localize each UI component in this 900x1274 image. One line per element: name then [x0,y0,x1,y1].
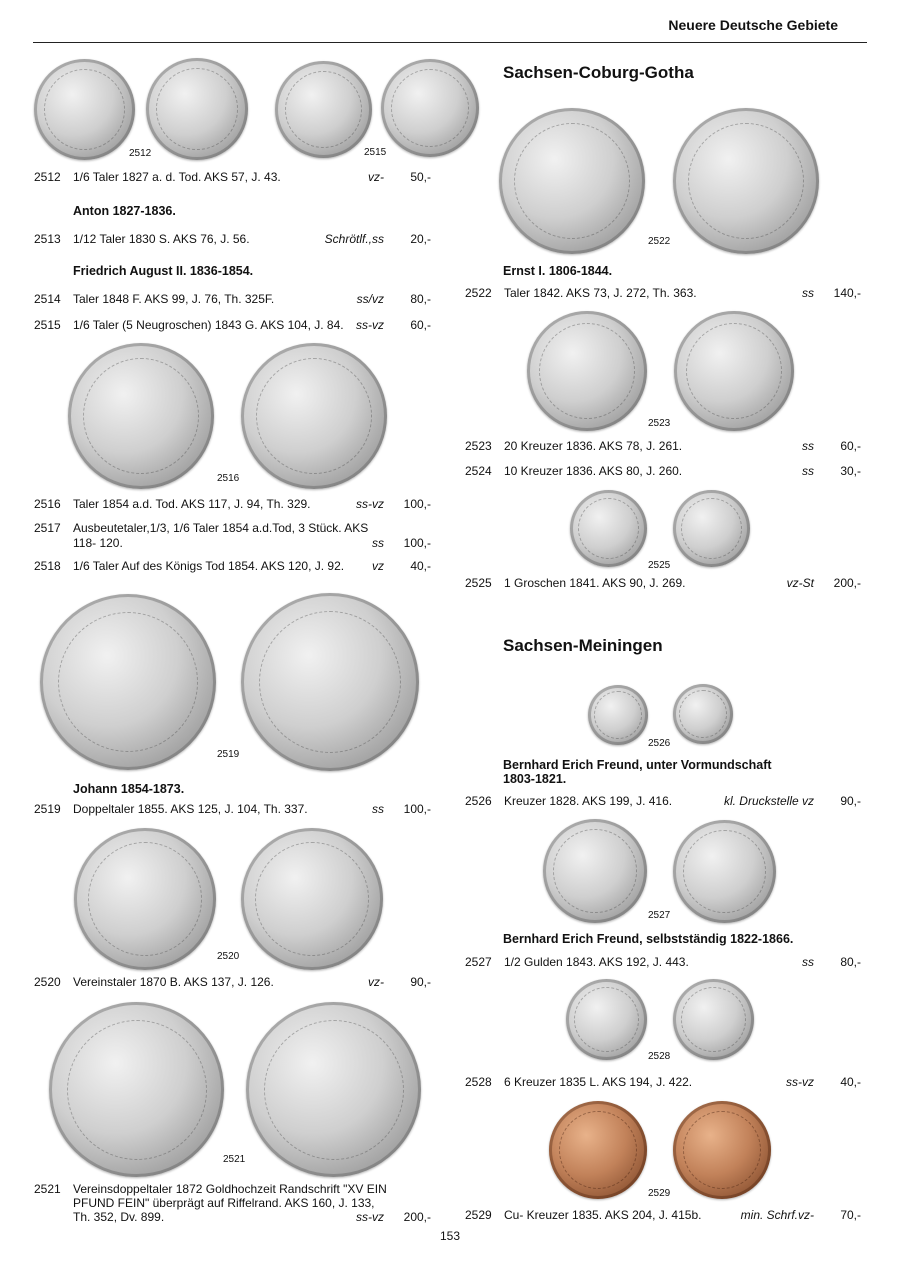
lot-grade: ss-vz [356,318,384,332]
coin-2521-obverse [49,1002,224,1177]
lot-description: 1/12 Taler 1830 S. AKS 76, J. 56. [73,232,250,246]
lot-grade: ss/vz [356,292,384,306]
lot-description: Ausbeutetaler,1/3, 1/6 Taler 1854 a.d.Tod, 3 Stück. AKS [73,521,369,535]
image-number: 2512 [129,148,152,159]
lot-description: 1/6 Taler (5 Neugroschen) 1843 G. AKS 104, J. 84. [73,318,344,332]
coin-2522-reverse [673,108,819,254]
coin-2516-obverse [68,343,214,489]
coin-2527-obverse [543,819,647,923]
lot-price: 40,- [410,559,431,573]
lot-row [465,286,861,301]
image-number: 2527 [648,910,671,921]
lot-description: Vereinsdoppeltaler 1872 Goldhochzeit Randschrift "XV EIN [73,1182,387,1196]
lot-grade: ss [802,955,814,969]
lot-price: 60,- [840,439,861,453]
coin-2512-obverse [34,59,135,160]
lot-row [465,1208,861,1223]
ruler-heading: 1803-1821. [503,772,567,786]
ruler-heading: Ernst I. 1806-1844. [503,264,613,278]
image-number: 2516 [217,473,240,484]
coin-2525-obverse [570,490,647,567]
coin-2523-obverse [527,311,647,431]
lot-row [34,170,431,185]
lot-price: 200,- [403,1210,431,1224]
lot-price: 60,- [410,318,431,332]
lot-price: 100,- [403,497,431,511]
lot-number: 2523 [465,439,492,453]
lot-number: 2522 [465,286,492,300]
lot-number: 2527 [465,955,492,969]
lot-grade: min. Schrf.vz- [740,1208,814,1222]
lot-description: Vereinstaler 1870 B. AKS 137, J. 126. [73,975,274,989]
lot-description: Th. 352, Dv. 899. [73,1210,165,1224]
lot-grade: ss [802,464,814,478]
page-number: 153 [439,1229,461,1243]
lot-description: Doppeltaler 1855. AKS 125, J. 104, Th. 337. [73,802,308,816]
lot-grade: vz-St [786,576,814,590]
lot-row [34,975,431,990]
lot-row [34,559,431,574]
lot-grade: kl. Druckstelle vz [723,794,814,808]
lot-description: 10 Kreuzer 1836. AKS 80, J. 260. [504,464,683,478]
lot-price: 200,- [833,576,861,590]
lot-grade: ss-vz [356,1210,384,1224]
lot-price: 40,- [840,1075,861,1089]
lot-row [34,802,431,817]
coin-2520-reverse [241,828,383,970]
lot-grade: ss [372,536,384,550]
coin-2521-reverse [246,1002,421,1177]
coin-2519-reverse [241,593,419,771]
lot-number: 2528 [465,1075,492,1089]
lot-number: 2516 [34,497,61,511]
lot-price: 20,- [410,232,431,246]
lot-description: 1/2 Gulden 1843. AKS 192, J. 443. [504,955,689,969]
image-number: 2528 [648,1051,671,1062]
image-number: 2523 [648,418,671,429]
lot-price: 80,- [840,955,861,969]
lot-row [34,521,431,551]
lot-grade: ss [802,286,814,300]
lot-description: 20 Kreuzer 1836. AKS 78, J. 261. [504,439,683,453]
ruler-heading: Friedrich August II. 1836-1854. [73,264,254,278]
lot-price: 80,- [410,292,431,306]
lot-row [465,439,861,454]
lot-price: 100,- [403,536,431,550]
ruler-heading: Bernhard Erich Freund, unter Vormundschaft [503,758,772,772]
coin-2519-obverse [40,594,216,770]
lot-price: 140,- [833,286,861,300]
lot-number: 2513 [34,232,61,246]
coin-2526-obverse [588,685,648,745]
lot-number: 2519 [34,802,61,816]
image-number: 2525 [648,560,671,571]
image-number: 2522 [648,236,671,247]
lot-row [34,318,431,333]
coin-2516-reverse [241,343,387,489]
coin-2512-reverse [146,58,248,160]
lot-row [34,232,431,247]
lot-row [465,794,861,809]
coin-2522-obverse [499,108,645,254]
coin-2528-obverse [566,979,647,1060]
image-number: 2526 [648,738,671,749]
coin-2529-reverse [673,1101,771,1199]
lot-description: 118- 120. [73,536,123,550]
lot-number: 2529 [465,1208,492,1222]
lot-price: 70,- [840,1208,861,1222]
lot-price: 90,- [840,794,861,808]
lot-grade: vz [372,559,384,573]
image-number: 2515 [364,147,387,158]
coin-2526-reverse [673,684,733,744]
lot-description: 6 Kreuzer 1835 L. AKS 194, J. 422. [504,1075,693,1089]
coin-2520-obverse [74,828,216,970]
lot-description: Cu- Kreuzer 1835. AKS 204, J. 415b. [504,1208,702,1222]
coin-2525-reverse [673,490,750,567]
coin-2528-reverse [673,979,754,1060]
lot-grade: vz- [368,170,384,184]
ruler-heading: Johann 1854-1873. [73,782,185,796]
section-heading: Sachsen-Coburg-Gotha [503,63,694,82]
lot-price: 90,- [410,975,431,989]
lot-row [465,464,861,479]
lot-row [465,576,861,591]
lot-number: 2514 [34,292,61,306]
ruler-heading: Anton 1827-1836. [73,204,176,218]
header-rule [33,42,867,43]
coin-2527-reverse [673,820,776,923]
lot-number: 2512 [34,170,61,184]
image-number: 2529 [648,1188,671,1199]
lot-row [34,292,431,307]
lot-description: 1/6 Taler Auf des Königs Tod 1854. AKS 120, J. 92. [73,559,345,573]
lot-description: Taler 1854 a.d. Tod. AKS 117, J. 94, Th. 329. [73,497,311,511]
lot-price: 100,- [403,802,431,816]
coin-2515-reverse [381,59,479,157]
image-number: 2520 [217,951,240,962]
lot-grade: vz- [368,975,384,989]
lot-grade: ss [802,439,814,453]
lot-number: 2518 [34,559,61,573]
lot-row [465,955,861,970]
image-number: 2521 [223,1154,246,1165]
lot-price: 30,- [840,464,861,478]
lot-number: 2524 [465,464,492,478]
lot-description: PFUND FEIN" überprägt auf Riffelrand. AKS 160, J. 133, [73,1196,375,1210]
lot-row [34,497,431,512]
lot-number: 2526 [465,794,492,808]
coin-2515-obverse [275,61,372,158]
image-number: 2519 [217,749,240,760]
lot-number: 2520 [34,975,61,989]
lot-grade: ss-vz [786,1075,814,1089]
running-header: Neuere Deutsche Gebiete [668,17,838,33]
lot-description: Kreuzer 1828. AKS 199, J. 416. [504,794,673,808]
lot-description: Taler 1842. AKS 73, J. 272, Th. 363. [504,286,697,300]
ruler-heading: Bernhard Erich Freund, selbstständig 1822-1866. [503,932,794,946]
lot-price: 50,- [410,170,431,184]
lot-row [34,1182,431,1227]
coin-2529-obverse [549,1101,647,1199]
lot-number: 2515 [34,318,61,332]
lot-number: 2521 [34,1182,61,1196]
lot-grade: Schrötlf.,ss [324,232,384,246]
lot-description: 1 Groschen 1841. AKS 90, J. 269. [504,576,686,590]
lot-number: 2517 [34,521,61,535]
lot-row [465,1075,861,1090]
lot-description: Taler 1848 F. AKS 99, J. 76, Th. 325F. [73,292,275,306]
lot-grade: ss [372,802,384,816]
section-heading: Sachsen-Meiningen [503,636,663,655]
lot-description: 1/6 Taler 1827 a. d. Tod. AKS 57, J. 43. [73,170,281,184]
coin-2523-reverse [674,311,794,431]
lot-number: 2525 [465,576,492,590]
lot-grade: ss-vz [356,497,384,511]
